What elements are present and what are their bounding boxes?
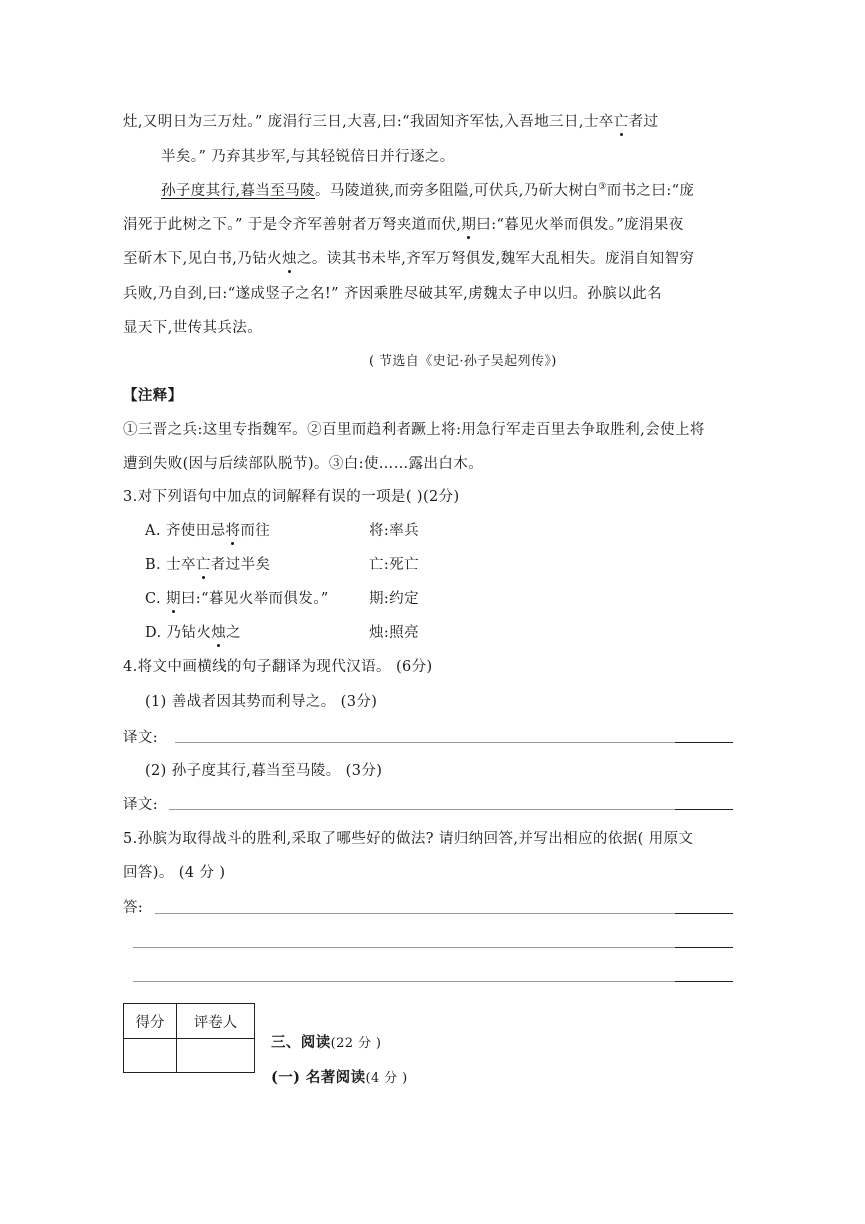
passage-source: ( 节选自《史记·孙子吴起列传》) xyxy=(369,354,557,369)
passage-line-5: 至斫木下,见白书,乃钻火烛之。读其书未毕,齐军万弩俱发,魏军大乱相失。庞涓自知智穷 xyxy=(123,251,695,267)
q5-answer-line-1[interactable] xyxy=(155,913,675,914)
q5-stem-line-2: 回答)。 (4 分 ) xyxy=(123,865,226,881)
q3-option-b-meaning: 亡:死亡 xyxy=(369,557,419,573)
dotted-char: 期 xyxy=(166,591,181,607)
grader-header: 评卷人 xyxy=(177,1004,255,1039)
notes-heading: 【注释】 xyxy=(123,387,183,404)
q4-answer-label-2: 译文: xyxy=(123,797,159,813)
score-header: 得分 xyxy=(124,1004,177,1039)
q4-answer-line-1[interactable] xyxy=(175,742,675,743)
passage-line-7: 显天下,世传其兵法。 xyxy=(123,320,263,336)
passage-line-1: 灶,又明日为三万灶。” 庞涓行三日,大喜,曰:“我固知齐军怯,入吾地三日,士卒亡者过 xyxy=(123,114,659,130)
q5-answer-line-3-end[interactable] xyxy=(675,981,733,982)
dotted-char: 将 xyxy=(225,523,241,539)
passage-line-4: 涓死于此树之下。” 于是令齐军善射者万弩夹道而伏,期曰:“暮见火举而俱发。”庞涓果夜 xyxy=(123,217,684,233)
q5-answer-line-3[interactable] xyxy=(133,981,675,982)
q4-answer-line-2-end[interactable] xyxy=(675,809,733,810)
q4-sub2: (2) 孙子度其行,暮当至马陵。 (3分) xyxy=(145,763,383,779)
notes-line-2: 遭到失败(因与后续部队脱节)。③白:使……露出白木。 xyxy=(123,456,484,472)
footnote-mark: ③ xyxy=(598,182,607,193)
q3-option-d-meaning: 烛:照亮 xyxy=(369,625,419,641)
q3-option-b[interactable]: B. 士卒亡者过半矣 xyxy=(145,557,271,573)
q3-option-c-meaning: 期:约定 xyxy=(369,591,419,607)
q4-sub1: (1) 善战者因其势而利导之。 (3分) xyxy=(145,694,378,710)
dotted-char: 亡 xyxy=(613,114,629,130)
passage-line-6: 兵败,乃自刭,曰:“遂成竖子之名!” 齐因乘胜尽破其军,虏魏太子申以归。孙膑以此名 xyxy=(123,286,662,302)
q4-answer-line-2[interactable] xyxy=(169,809,675,810)
dotted-char: 期 xyxy=(461,217,477,233)
q5-answer-line-2[interactable] xyxy=(133,947,675,948)
passage-line-3: 孙子度其行,暮当至马陵。马陵道狭,而旁多阻隘,可伏兵,乃斫大树白③而书之曰:“庞 xyxy=(161,182,695,199)
q4-answer-line-1-end[interactable] xyxy=(675,742,733,743)
q5-answer-line-1-end[interactable] xyxy=(675,913,733,914)
q3-option-a[interactable]: A. 齐使田忌将而往 xyxy=(145,523,271,539)
q3-option-a-meaning: 将:率兵 xyxy=(369,523,419,539)
q4-answer-label-1: 译文: xyxy=(123,730,159,746)
q5-answer-label: 答: xyxy=(123,900,144,916)
grader-cell[interactable] xyxy=(177,1039,255,1073)
score-cell[interactable] xyxy=(124,1039,177,1073)
underlined-sentence: 孙子度其行,暮当至马陵 xyxy=(161,183,316,199)
q5-answer-line-2-end[interactable] xyxy=(675,947,733,948)
q3-option-c[interactable]: C. 期曰:“暮见火举而俱发。” xyxy=(145,591,329,607)
dotted-char: 烛 xyxy=(282,251,297,267)
dotted-char: 烛 xyxy=(211,625,227,641)
section3-heading: 三、阅读(22 分 ) xyxy=(271,1034,382,1051)
q4-stem: 4.将文中画横线的句子翻译为现代汉语。 (6分) xyxy=(123,659,433,675)
q3-option-d[interactable]: D. 乃钻火烛之 xyxy=(145,625,242,641)
dotted-char: 亡 xyxy=(195,557,211,573)
notes-line-1: ①三晋之兵:这里专指魏军。②百里而趋利者蹶上将:用急行军走百里去争取胜利,会使上将 xyxy=(123,422,705,438)
q3-stem: 3.对下列语句中加点的词解释有误的一项是( )(2分) xyxy=(123,489,460,505)
passage-line-2: 半矣。” 乃弃其步军,与其轻锐倍日并行逐之。 xyxy=(161,149,455,165)
score-table xyxy=(123,1003,255,1073)
q5-stem-line-1: 5.孙膑为取得战斗的胜利,采取了哪些好的做法? 请归纳回答,并写出相应的依据( 用原文 xyxy=(123,831,694,847)
section3-subheading: (一) 名著阅读(4 分 ) xyxy=(271,1069,408,1086)
